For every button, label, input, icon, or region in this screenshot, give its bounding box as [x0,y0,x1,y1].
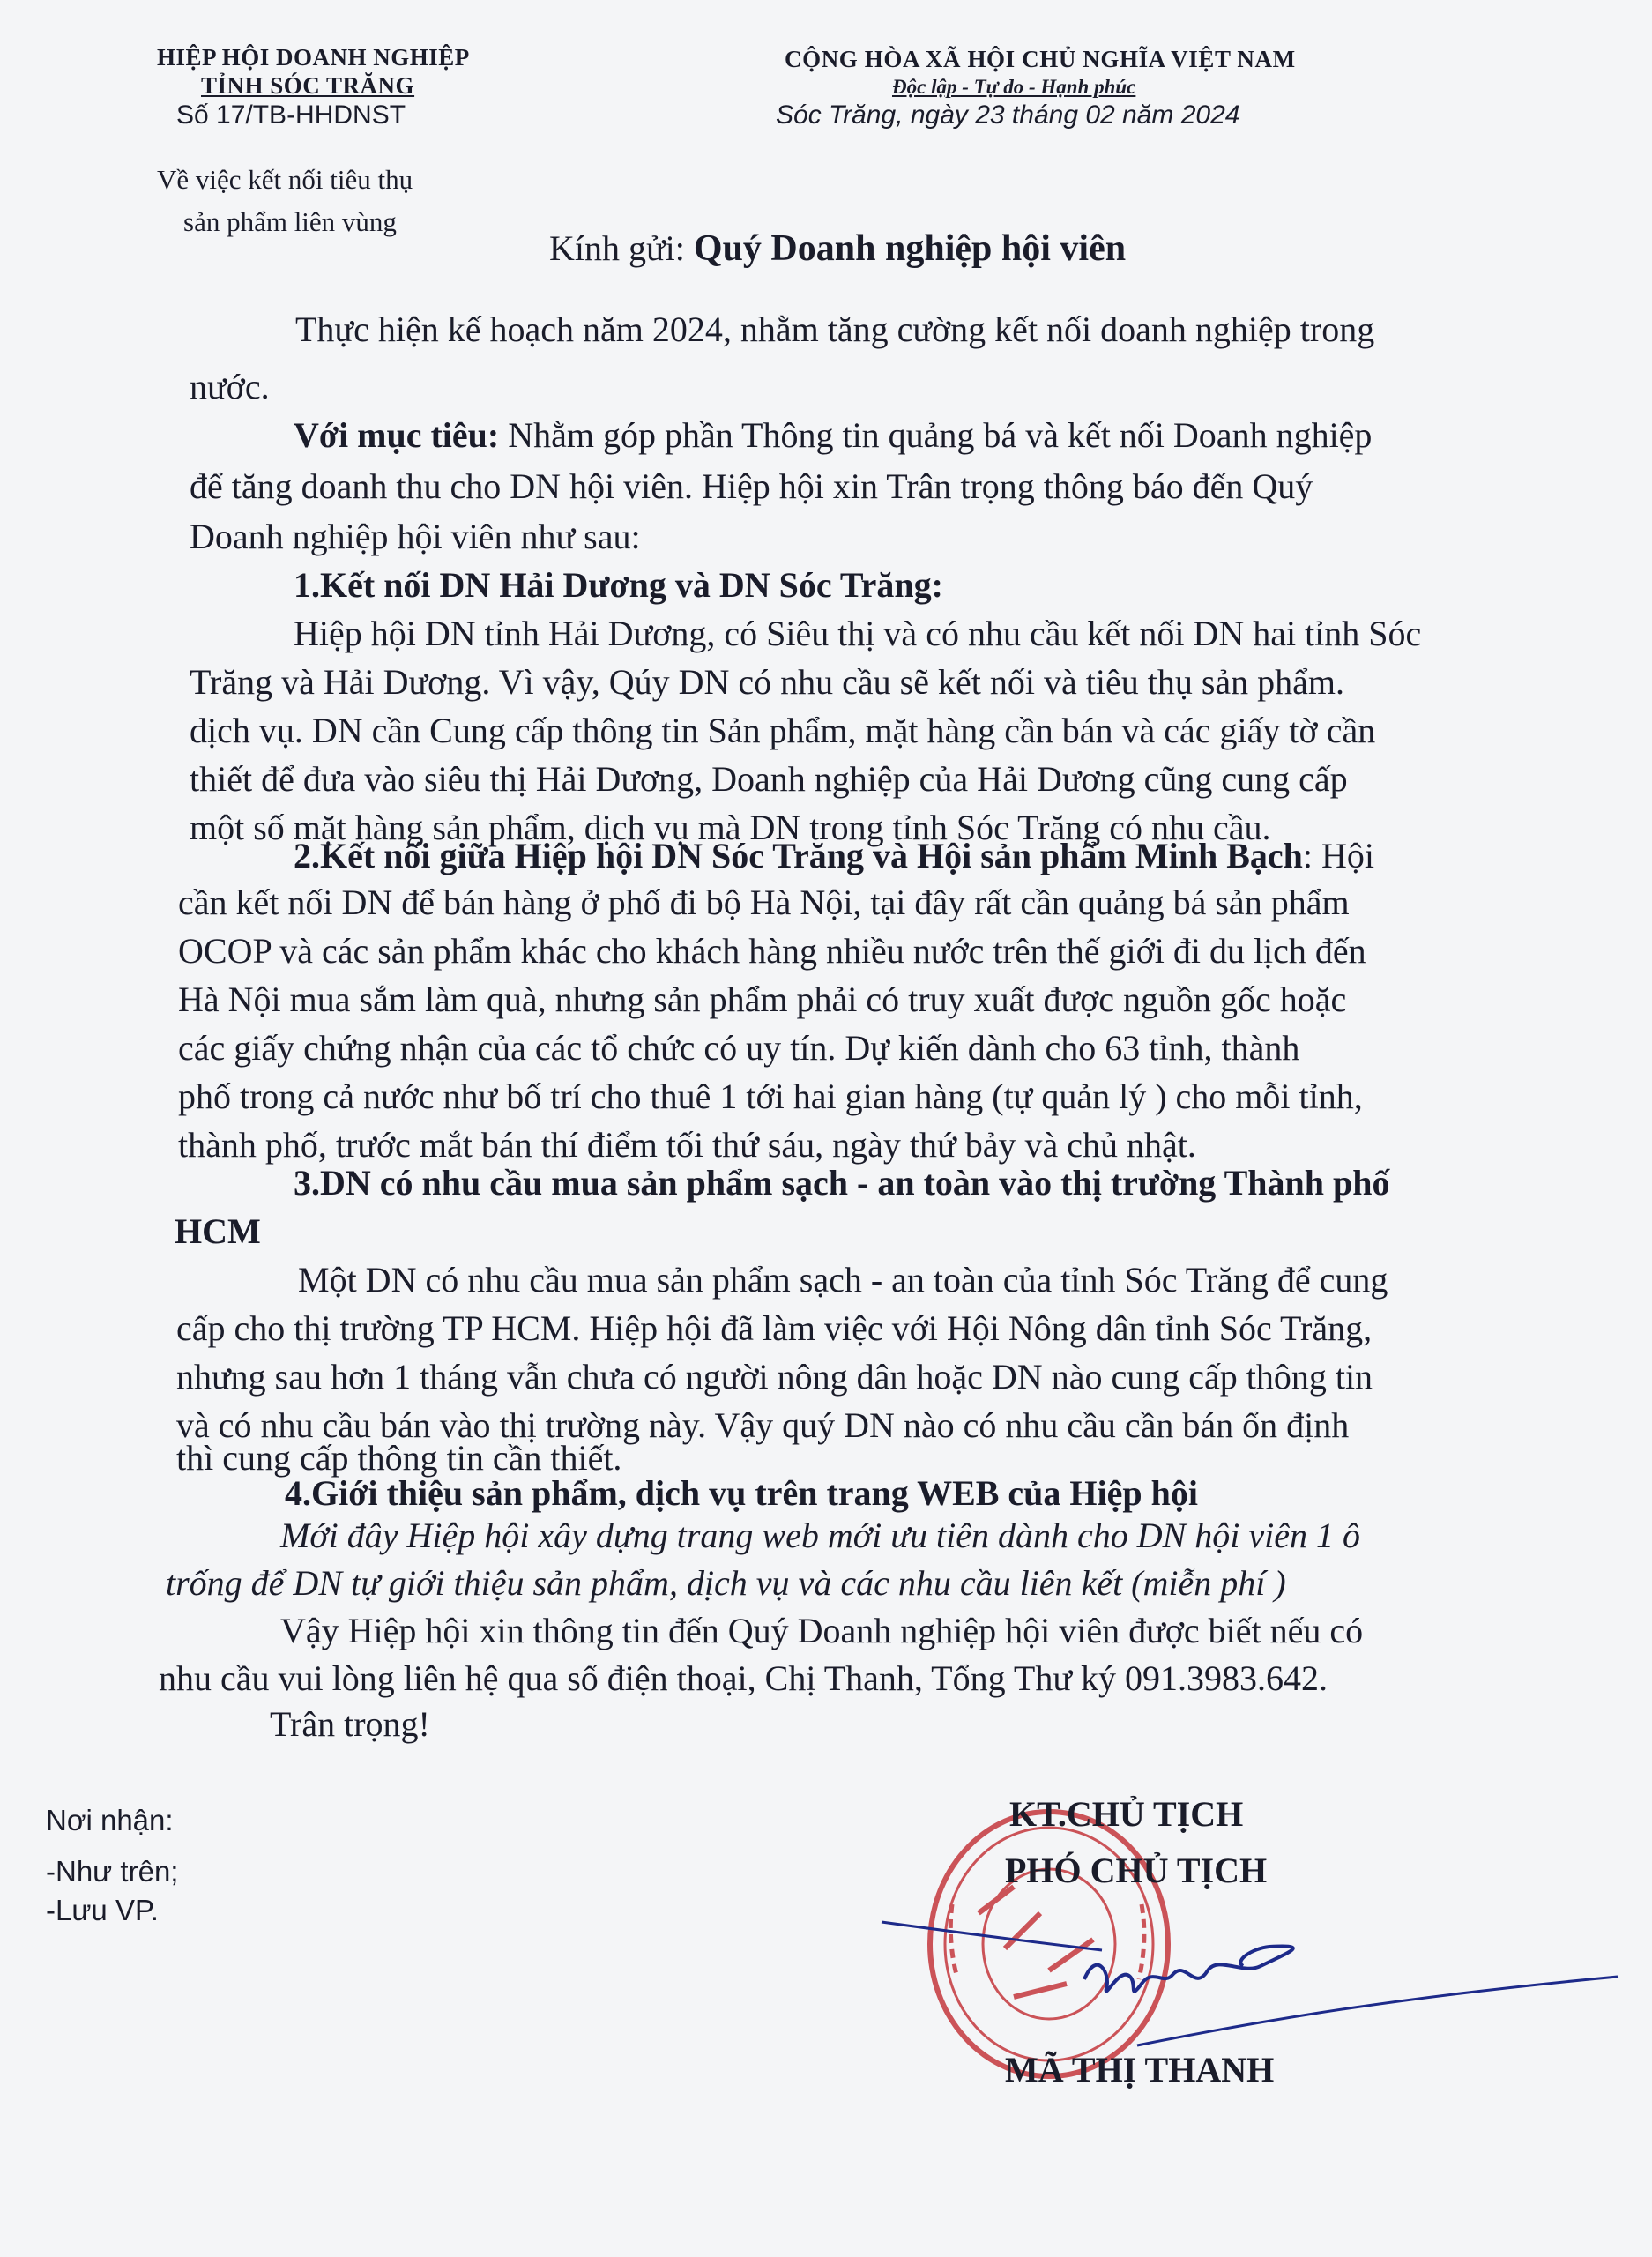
recipient-item: -Lưu VP. [46,1894,159,1926]
section1-line: một số mặt hàng sản phẩm, dịch vụ mà DN trong tỉnh Sóc Trăng có nhu cầu. [190,808,1271,847]
section3-line: nhưng sau hơn 1 tháng vẫn chưa có người nông dân hoặc DN nào cung cấp thông tin [176,1357,1373,1397]
org-name-line1: HIỆP HỘI DOANH NGHIỆP [157,44,470,71]
section1-line: dịch vụ. DN cần Cung cấp thông tin Sản phẩm, mặt hàng cần bán và các giấy tờ cần [190,711,1376,750]
signer-name: MÃ THỊ THANH [1005,2050,1275,2089]
section3-line: và có nhu cầu bán vào thị trường này. Vậy quý DN nào có nhu cầu cần bán ổn định [176,1405,1350,1445]
section3-heading: 3.DN có nhu cầu mua sản phẩm sạch - an toàn vào thị trường Thành phố [294,1163,1390,1203]
recipient-item: -Như trên; [46,1855,179,1888]
section1-line: Hiệp hội DN tỉnh Hải Dương, có Siêu thị và có nhu cầu kết nối DN hai tỉnh Sóc [294,614,1422,653]
recipients-label: Nơi nhận: [46,1804,174,1836]
closing-line: Vậy Hiệp hội xin thông tin đến Quý Doanh nghiệp hội viên được biết nếu có [280,1611,1364,1650]
section1-line: Trăng và Hải Dương. Vì vậy, Qúy DN có nhu cầu sẽ kết nối và tiêu thụ sản phẩm. [190,662,1345,702]
national-motto: Độc lập - Tự do - Hạnh phúc [892,76,1136,98]
section3-line: thì cung cấp thông tin cần thiết. [176,1438,622,1478]
greeting-prefix: Kính gửi: [549,228,694,268]
p2-line: để tăng doanh thu cho DN hội viên. Hiệp hội xin Trân trọng thông báo đến Quý [190,466,1313,506]
subject [157,159,413,243]
section2-line: cần kết nối DN để bán hàng ở phố đi bộ Hà Nội, tại đây rất cần quảng bá sản phẩm [178,883,1350,922]
document-number: Số 17/TB-HHDNST [176,101,406,130]
section1-line: thiết để đưa vào siêu thị Hải Dương, Doanh nghiệp của Hải Dương cũng cung cấp [190,759,1348,799]
p2-text: Nhằm góp phần Thông tin quảng bá và kết nối Doanh nghiệp [499,415,1373,455]
p2-line: Doanh nghiệp hội viên như sau: [190,517,641,556]
regards: Trân trọng! [270,1704,430,1744]
section3-line: Một DN có nhu cầu mua sản phẩm sạch - an toàn của tỉnh Sóc Trăng để cung [298,1260,1388,1300]
section2-heading-tail: : Hội [1302,836,1375,875]
section1-heading: 1.Kết nối DN Hải Dương và DN Sóc Trăng: [294,565,943,605]
section2-line: OCOP và các sản phẩm khác cho khách hàng nhiều nước trên thế giới đi du lịch đến [178,931,1366,971]
p1-line: nước. [190,367,270,406]
subject-line1: Về việc kết nối tiêu thụ [157,164,413,195]
section2-heading: 2.Kết nối giữa Hiệp hội DN Sóc Trăng và Hội sản phẩm Minh Bạch [294,836,1303,875]
section4-line: trống để DN tự giới thiệu sản phẩm, dịch vụ và các nhu cầu liên kết (miễn phí ) [166,1563,1286,1603]
handwritten-signature [873,1896,1631,2072]
section3-line: cấp cho thị trường TP HCM. Hiệp hội đã làm việc với Hội Nông dân tỉnh Sóc Trăng, [176,1308,1373,1348]
section2-line: các giấy chứng nhận của các tổ chức có uy tín. Dự kiến dành cho 63 tỉnh, thành [178,1028,1300,1068]
section3-heading: HCM [175,1211,261,1251]
greeting-recipient: Quý Doanh nghiệp hội viên [693,228,1127,269]
p2-line [294,414,1372,456]
org-name-line2: TỈNH SÓC TRĂNG [201,72,415,99]
p1-line: Thực hiện kế hoạch năm 2024, nhằm tăng cường kết nối doanh nghiệp trong [295,309,1375,349]
national-title: CỘNG HÒA XÃ HỘI CHỦ NGHĨA VIỆT NAM [785,46,1296,72]
signature-title: KT.CHỦ TỊCH [1009,1794,1244,1834]
subject-line2: sản phẩm liên vùng [183,206,397,237]
section2-line: Hà Nội mua sắm làm quà, nhưng sản phẩm phải có truy xuất được nguồn gốc hoặc [178,980,1347,1019]
place-date: Sóc Trăng, ngày 23 tháng 02 năm 2024 [776,101,1240,130]
section2-heading-line [294,835,1374,876]
section4-heading: 4.Giới thiệu sản phẩm, dịch vụ trên trang WEB của Hiệp hội [285,1473,1199,1513]
section2-line: thành phố, trước mắt bán thí điểm tối thứ sáu, ngày thứ bảy và chủ nhật. [178,1125,1196,1165]
signature-position: PHÓ CHỦ TỊCH [1005,1851,1268,1890]
closing-line: nhu cầu vui lòng liên hệ qua số điện thoại, Chị Thanh, Tổng Thư ký 091.3983.642. [159,1658,1328,1698]
p2-label: Với mục tiêu: [294,415,500,455]
section2-line: phố trong cả nước như bố trí cho thuê 1 tới hai gian hàng (tự quản lý ) cho mỗi tỉnh, [178,1076,1363,1116]
section4-line: Mới đây Hiệp hội xây dựng trang web mới ưu tiên dành cho DN hội viên 1 ô [280,1516,1361,1555]
greeting [549,227,1126,270]
